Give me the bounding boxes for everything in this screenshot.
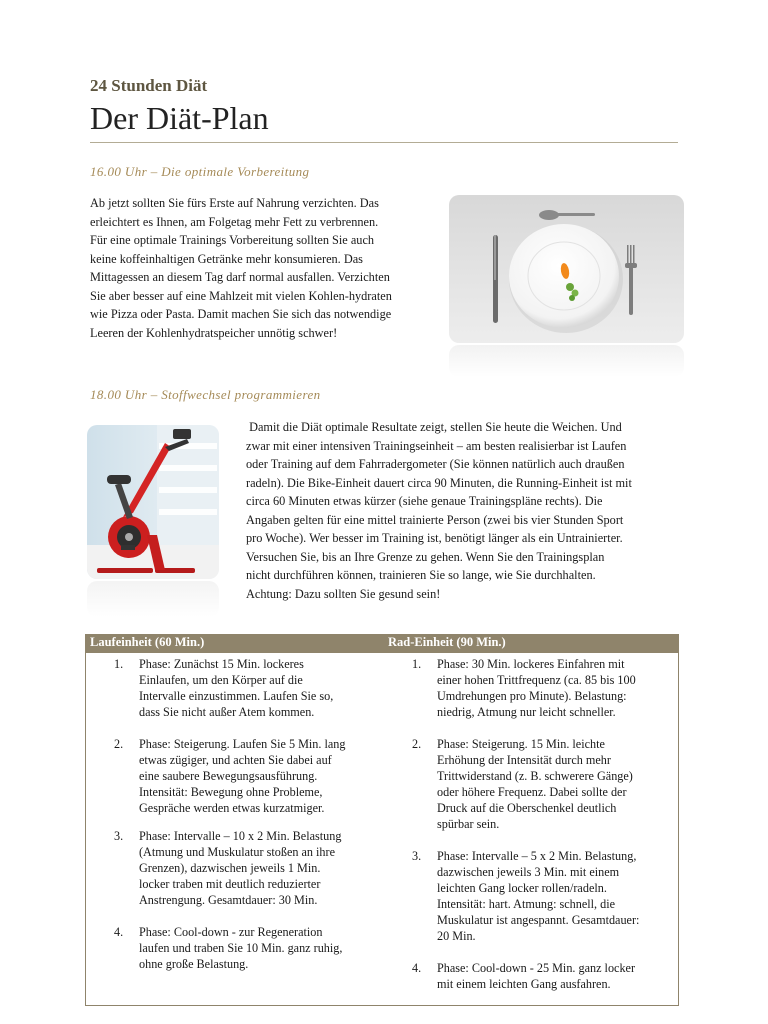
step-line: Einlaufen, um den Körper auf die <box>139 673 303 687</box>
step-line: Intervalle einzustimmen. Laufen Sie so, <box>139 689 334 703</box>
step-line: Phase: Cool-down - zur Regeneration <box>139 925 323 939</box>
step-line: Anstrengung. Gesamtdauer: 30 Min. <box>139 893 318 907</box>
step-line: (Atmung und Muskulatur stoßen an ihre <box>139 845 335 859</box>
step-number: 2. <box>412 737 422 751</box>
step-line: niedrig, Atmung nur leicht schneller. <box>437 705 616 719</box>
step-line: eine saubere Bewegungsausführung. <box>139 769 318 783</box>
step-line: Phase: Steigerung. 15 Min. leichte <box>437 737 605 751</box>
step-line: einer hohen Trittfrequenz (ca. 85 bis 100 <box>437 673 636 687</box>
title-rule <box>90 142 678 143</box>
bike-image <box>87 425 219 579</box>
step-number: 1. <box>412 657 422 671</box>
step-number: 4. <box>412 961 422 975</box>
step-line: Muskulatur ist angespannt. Gesamtdauer: <box>437 913 640 927</box>
text-line: Ab jetzt sollten Sie fürs Erste auf Nahrung verzichten. Das <box>90 196 379 210</box>
page-title: Der Diät-Plan <box>90 100 269 136</box>
step-line: etwas zügiger, und achten Sie dabei auf <box>139 753 332 767</box>
step-text <box>139 924 375 972</box>
step-line: Druck auf die Oberschenkel deutlich <box>437 801 617 815</box>
step-line: oder höhere Frequenz. Dabei sollte der <box>437 785 627 799</box>
text-line: Damit die Diät optimale Resultate zeigt, stellen Sie heute die Weichen. Und <box>246 420 622 434</box>
text-line: keine koffeinhaltigen Getränke mehr konsumieren. Das <box>90 251 363 266</box>
step-text <box>437 656 673 720</box>
text-line: oder Training auf dem Fahrradergometer (Sie können natürlich auch draußen <box>246 457 625 471</box>
column-heading-run: Laufeinheit (60 Min.) <box>90 635 205 649</box>
table-header-bar <box>86 634 678 653</box>
text-line: Angaben gelten für eine mittel trainierte Person (zwei bis vier Stunden Sport <box>246 512 624 527</box>
step-line: Grenzen), dazwischen jeweils 1 Min. <box>139 861 321 875</box>
step-line: Umdrehungen pro Minute). Belastung: <box>437 689 627 703</box>
step-text <box>139 736 375 816</box>
step-number: 1. <box>114 657 124 671</box>
text-line: Sie aber besser auf eine Mahlzeit mit vielen Kohlen-hydraten <box>90 288 392 303</box>
step-line: leichten Gang locker rollen/radeln. <box>437 881 607 895</box>
step-text <box>139 656 375 720</box>
step-text <box>437 736 673 832</box>
text-line: Achtung: Dazu sollten Sie gesund sein! <box>246 586 441 601</box>
section-heading-metabolism: 18.00 Uhr – Stoffwechsel programmieren <box>90 387 321 402</box>
text-line: nicht durchführen können, trainieren Sie so lange, wie Sie durchhalten. <box>246 568 596 582</box>
text-line: Versuchen Sie, bis an Ihre Grenze zu gehen. Wenn Sie den Trainingsplan <box>246 549 605 564</box>
step-line: mit einem leichten Gang ausfahren. <box>437 977 611 991</box>
section-text-preparation <box>90 194 430 342</box>
step-number: 3. <box>114 829 124 843</box>
text-line: Mittagessen an diesem Tag darf normal ausfallen. Verzichten <box>90 270 390 284</box>
step-line: Phase: Intervalle – 10 x 2 Min. Belastung <box>139 829 342 843</box>
step-line: dazwischen jeweils 3 Min. mit einem <box>437 865 620 879</box>
step-line: locker traben mit deutlich reduzierter <box>139 877 321 891</box>
step-line: dass Sie nicht außer Atem kommen. <box>139 705 315 719</box>
section-heading-preparation: 16.00 Uhr – Die optimale Vorbereitung <box>90 164 310 179</box>
step-line: Gespräche werden etwas kurzatmiger. <box>139 801 325 815</box>
step-line: ohne große Belastung. <box>139 957 249 971</box>
step-line: Phase: Cool-down - 25 Min. ganz locker <box>437 961 636 975</box>
step-line: Intensität: hart. Atmung: schnell, die <box>437 897 616 911</box>
step-number: 3. <box>412 849 422 863</box>
text-line: zwar mit einer intensiven Trainingseinheit – am besten realisierbar ist Laufen <box>246 438 627 453</box>
step-text <box>437 960 673 992</box>
step-text <box>437 848 673 944</box>
text-line: radeln). Die Bike-Einheit dauert circa 90 Minuten, die Running-Einheit ist mit <box>246 475 632 490</box>
step-line: laufen und traben Sie 10 Min. ganz ruhig, <box>139 941 343 955</box>
step-line: Phase: Zunächst 15 Min. lockeres <box>139 657 304 671</box>
step-line: spürbar sein. <box>437 817 500 831</box>
step-number: 4. <box>114 925 124 939</box>
page-kicker: 24 Stunden Diät <box>90 76 208 95</box>
text-line: circa 60 Minuten etwas kürzer (siehe genaue Trainingspläne rechts). Die <box>246 494 603 508</box>
plate-image <box>449 195 684 343</box>
step-text <box>139 828 375 908</box>
bike-image-reflection <box>87 581 219 617</box>
section-text-metabolism <box>246 418 682 603</box>
plate-image-reflection <box>449 345 684 377</box>
step-line: Phase: 30 Min. lockeres Einfahren mit <box>437 657 625 671</box>
column-heading-bike: Rad-Einheit (90 Min.) <box>388 635 506 649</box>
step-line: Phase: Intervalle – 5 x 2 Min. Belastung, <box>437 849 637 863</box>
text-line: Leeren der Kohlenhydratspeicher unnötig schwer! <box>90 325 338 340</box>
text-line: erleichtert es Ihnen, am Folgetag mehr Fett zu verbrennen. <box>90 214 379 229</box>
step-line: 20 Min. <box>437 929 476 943</box>
step-line: Erhöhung der Intensität durch mehr <box>437 753 611 767</box>
step-line: Trittwiderstand (z. B. schwerere Gänge) <box>437 769 633 783</box>
text-line: wie Pizza oder Pasta. Damit machen Sie sich das notwendige <box>90 307 392 321</box>
step-line: Intensität: Bewegung ohne Probleme, <box>139 785 323 799</box>
training-plan-table <box>85 634 679 1006</box>
step-line: Phase: Steigerung. Laufen Sie 5 Min. lang <box>139 737 346 751</box>
step-number: 2. <box>114 737 124 751</box>
text-line: Für eine optimale Trainings Vorbereitung sollten Sie auch <box>90 233 375 247</box>
text-line: pro Woche). Wer besser im Training ist, benötigt länger als ein Untrainierter. <box>246 531 623 545</box>
